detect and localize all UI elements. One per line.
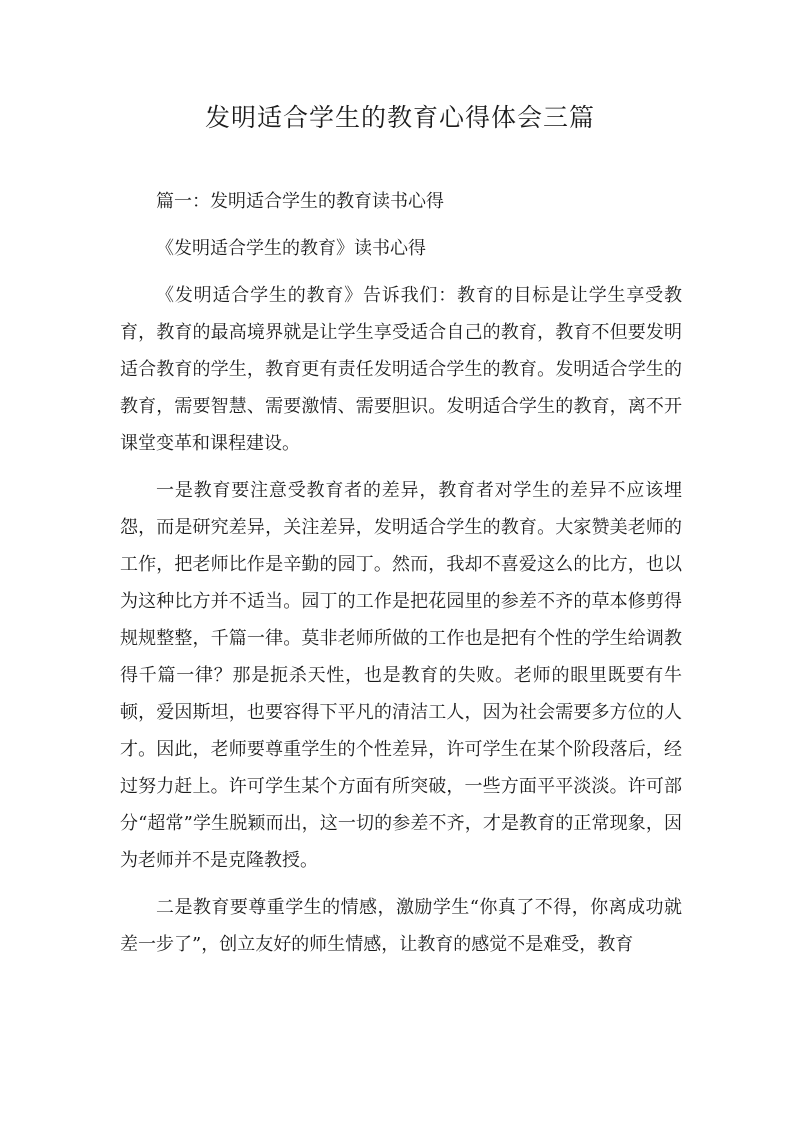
paragraph: 二是教育要尊重学生的情感，激励学生“你真了不得，你离成功就差一步了”，创立友好的师生情感，让教育的感觉不是难受，教育 [120,897,682,955]
paragraph: 《发明适合学生的教育》告诉我们：教育的目标是让学生享受教育，教育的最高境界就是让学生享受适合自己的教育，教育不但要发明适合教育的学生，教育更有责任发明适合学生的教育。发明适合学生的教育，需要智慧、需要激情、需要胆识。发明适合学生的教育，离不开课堂变革和课程建设。 [120,285,682,454]
document-body [120,183,682,973]
document-title: 发明适合学生的教育心得体会三篇 [204,103,595,132]
paragraph: 一是教育要注意受教育者的差异，教育者对学生的差异不应该埋怨，而是研究差异，关注差异，发明适合学生的教育。大家赞美老师的工作，把老师比作是辛勤的园丁。然而，我却不喜爱这么的比方，也以为这种比方并不适当。园丁的工作是把花园里的参差不齐的草本修剪得规规整整，千篇一律。莫非老师所做的工作也是把有个性的学生给调教得千篇一律？那是扼杀天性，也是教育的失败。老师的眼里既要有牛顿，爱因斯坦，也要容得下平凡的清洁工人，因为社会需要多方位的人才。因此，老师要尊重学生的个性差异，许可学生在某个阶段落后，经过努力赶上。许可学生某个方面有所突破，一些方面平平淡淡。许可部分“超常”学生脱颖而出，这一切的参差不齐，才是教育的正常现象，因为老师并不是克隆教授。 [120,480,682,871]
section-heading: 篇一：发明适合学生的教育读书心得 [156,191,444,212]
subheading: 《发明适合学生的教育》读书心得 [156,238,426,259]
